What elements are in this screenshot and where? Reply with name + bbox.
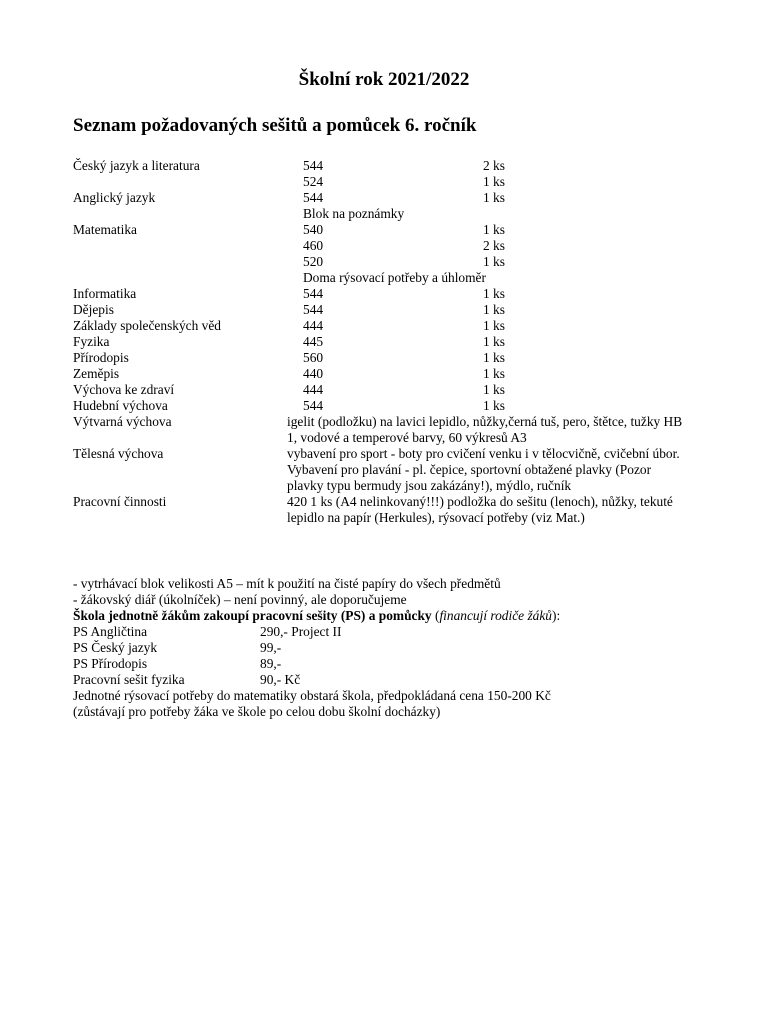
list-row-multiline xyxy=(73,446,713,494)
quantity: 1 ks xyxy=(483,190,505,205)
notebook-code: 524 xyxy=(303,174,324,189)
workbook-item xyxy=(73,672,713,688)
workbook-label: PS Český jazyk xyxy=(73,640,158,655)
quantity: 1 ks xyxy=(483,366,505,381)
notebook-code: 544 xyxy=(303,190,324,205)
workbooks-funding-note: financují rodiče žáků xyxy=(439,608,552,623)
subject-name: Fyzika xyxy=(73,334,110,349)
list-row xyxy=(73,206,713,222)
list-row xyxy=(73,302,713,318)
page-title: Školní rok 2021/2022 xyxy=(298,69,470,90)
notebook-code: 444 xyxy=(303,382,324,397)
workbook-item xyxy=(73,656,713,672)
list-row xyxy=(73,334,713,350)
note-line: Jednotné rýsovací potřeby do matematiky obstará škola, předpokládaná cena 150-200 Kč xyxy=(73,688,551,703)
subject-name: Český jazyk a literatura xyxy=(73,158,200,173)
subject-name: Výchova ke zdraví xyxy=(73,382,175,397)
list-row xyxy=(73,350,713,366)
workbooks-heading xyxy=(73,608,713,624)
item-note: Doma rýsovací potřeby a úhloměr xyxy=(303,270,486,285)
subject-name: Tělesná výchova xyxy=(73,446,164,461)
subject-name: Anglický jazyk xyxy=(73,190,156,205)
workbook-label: Pracovní sešit fyzika xyxy=(73,672,185,687)
subject-name: Informatika xyxy=(73,286,137,301)
subject-name: Pracovní činnosti xyxy=(73,494,167,509)
quantity: 1 ks xyxy=(483,382,505,397)
quantity: 1 ks xyxy=(483,286,505,301)
list-row xyxy=(73,318,713,334)
subject-name: Dějepis xyxy=(73,302,114,317)
item-description: vybavení pro sport - boty pro cvičení venku i v tělocvičně, cvičební úbor. Vybavení pro plavání - pl. čepice, sportovní obtažené plavky (Pozor plavky typu bermudy jsou zakázány!), mýdlo, ručník xyxy=(287,446,680,493)
list-row xyxy=(73,366,713,382)
list-row xyxy=(73,158,713,174)
list-row xyxy=(73,190,713,206)
subject-name: Přírodopis xyxy=(73,350,129,365)
notebook-code: 540 xyxy=(303,222,324,237)
notebook-code: 445 xyxy=(303,334,324,349)
notebook-code: 544 xyxy=(303,158,324,173)
notebook-code: 560 xyxy=(303,350,324,365)
workbook-price: 90,- Kč xyxy=(260,672,301,687)
supplies-list xyxy=(73,158,713,526)
workbook-price: 290,- Project II xyxy=(260,624,342,639)
subject-name: Matematika xyxy=(73,222,137,237)
list-row xyxy=(73,382,713,398)
notes-section xyxy=(73,576,713,720)
quantity: 1 ks xyxy=(483,222,505,237)
note-line: - žákovský diář (úkolníček) – není povinný, ale doporučujeme xyxy=(73,592,407,607)
workbook-item xyxy=(73,640,713,656)
item-description: igelit (podložku) na lavici lepidlo, nůžky,černá tuš, pero, štětce, tužky HB 1, vodové a temperové barvy, 60 výkresů A3 xyxy=(287,414,683,445)
subject-name: Zeměpis xyxy=(73,366,120,381)
workbooks-heading-text: Škola jednotně žákům zakoupí pracovní sešity (PS) a pomůcky xyxy=(73,608,432,623)
quantity: 1 ks xyxy=(483,398,505,413)
notebook-code: 544 xyxy=(303,398,324,413)
paren-open: ( xyxy=(431,608,440,623)
quantity: 1 ks xyxy=(483,254,505,269)
list-row-multiline xyxy=(73,494,713,526)
quantity: 1 ks xyxy=(483,334,505,349)
workbook-price: 99,- xyxy=(260,640,282,655)
notebook-code: 444 xyxy=(303,318,324,333)
quantity: 2 ks xyxy=(483,158,505,173)
quantity: 1 ks xyxy=(483,174,505,189)
list-row xyxy=(73,398,713,414)
list-row xyxy=(73,238,713,254)
subject-name: Základy společenských věd xyxy=(73,318,221,333)
list-row xyxy=(73,174,713,190)
list-row xyxy=(73,222,713,238)
workbook-item xyxy=(73,624,713,640)
workbook-label: PS Angličtina xyxy=(73,624,148,639)
workbook-label: PS Přírodopis xyxy=(73,656,148,671)
quantity: 1 ks xyxy=(483,350,505,365)
workbook-price: 89,- xyxy=(260,656,282,671)
quantity: 1 ks xyxy=(483,318,505,333)
item-note: Blok na poznámky xyxy=(303,206,405,221)
note-line: (zůstávají pro potřeby žáka ve škole po celou dobu školní docházky) xyxy=(73,704,441,719)
notebook-code: 544 xyxy=(303,302,324,317)
notebook-code: 460 xyxy=(303,238,324,253)
list-row-multiline xyxy=(73,414,713,446)
paren-close: ): xyxy=(552,608,561,623)
note-line: - vytrhávací blok velikosti A5 – mít k použití na čisté papíry do všech předmětů xyxy=(73,576,501,591)
subject-name: Hudební výchova xyxy=(73,398,168,413)
notebook-code: 440 xyxy=(303,366,324,381)
subject-name: Výtvarná výchova xyxy=(73,414,172,429)
item-description: 420 1 ks (A4 nelinkovaný!!!) podložka do sešitu (lenoch), nůžky, tekuté lepidlo na papír (Herkules), rýsovací potřeby (viz Mat.) xyxy=(287,494,673,525)
list-row xyxy=(73,270,713,286)
notebook-code: 520 xyxy=(303,254,324,269)
list-heading: Seznam požadovaných sešitů a pomůcek 6. ročník xyxy=(73,115,477,136)
quantity: 2 ks xyxy=(483,238,505,253)
list-row xyxy=(73,254,713,270)
quantity: 1 ks xyxy=(483,302,505,317)
notebook-code: 544 xyxy=(303,286,324,301)
list-row xyxy=(73,286,713,302)
